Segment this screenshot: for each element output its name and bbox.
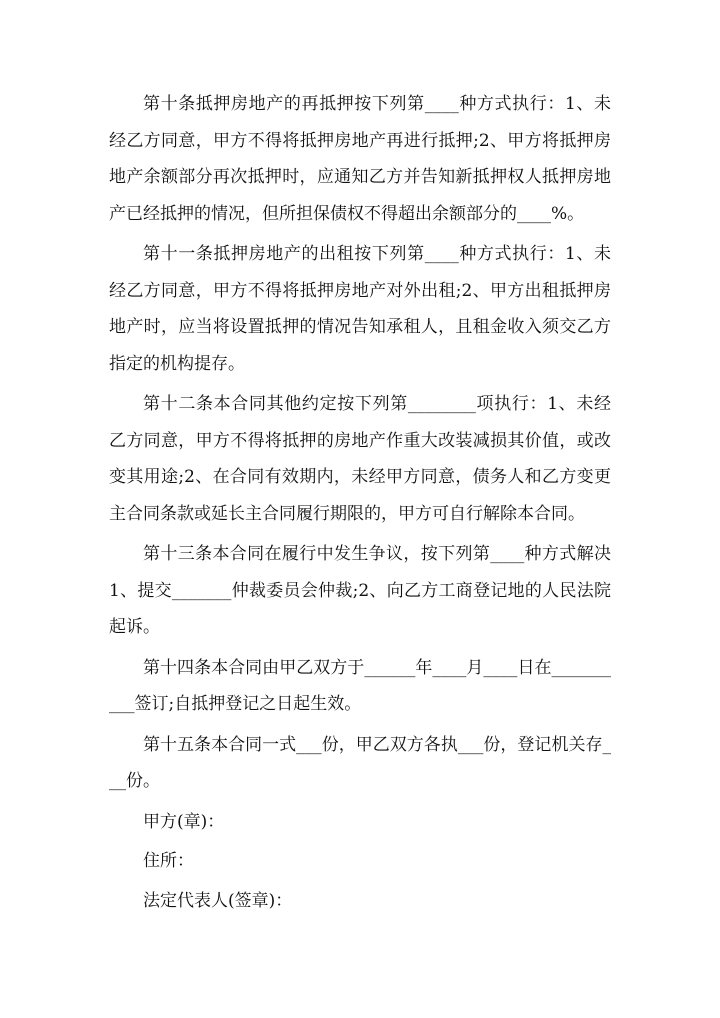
address-line: 住所： [143,851,194,871]
legal-representative-line: 法定代表人(签章)： [143,890,293,911]
clause-12-paragraph: 第十二条本合同其他约定按下列第________项执行：1、未经乙方同意，甲方不得将抵押的房地产作重大改装减损其价值，或改变其用途;2、在合同有效期内，未经甲方同意，债务人和乙方变更主合同条款或延长主合同履行期限的，甲方可自行解除本合同。 [109,394,611,524]
clause-10-paragraph: 第十条抵押房地产的再抵押按下列第____种方式执行：1、未经乙方同意，甲方不得将抵押房地产再进行抵押;2、甲方将抵押房地产余额部分再次抵押时，应通知乙方并告知新抵押权人抵押房地产已经抵押的情况，但所担保债权不得超出余额部分的____%。 [109,94,611,224]
clause-15-paragraph: 第十五条本合同一式___份，甲乙双方各执___份，登记机关存___份。 [109,734,611,791]
clause-14-paragraph: 第十四条本合同由甲乙双方于______年____月____日在__________签订;自抵押登记之日起生效。 [109,657,611,714]
document-body [109,86,611,922]
clause-13-paragraph: 第十三条本合同在履行中发生争议，按下列第____种方式解决1、提交_______仲裁委员会仲裁;2、向乙方工商登记地的人民法院起诉。 [109,544,611,637]
clause-11-paragraph: 第十一条抵押房地产的出租按下列第____种方式执行：1、未经乙方同意，甲方不得将抵押房地产对外出租;2、甲方出租抵押房地产时，应当将设置抵押的情况告知承租人，且租金收入须交乙方指定的机构提存。 [109,244,611,374]
party-a-seal-line: 甲方(章)： [143,811,225,832]
